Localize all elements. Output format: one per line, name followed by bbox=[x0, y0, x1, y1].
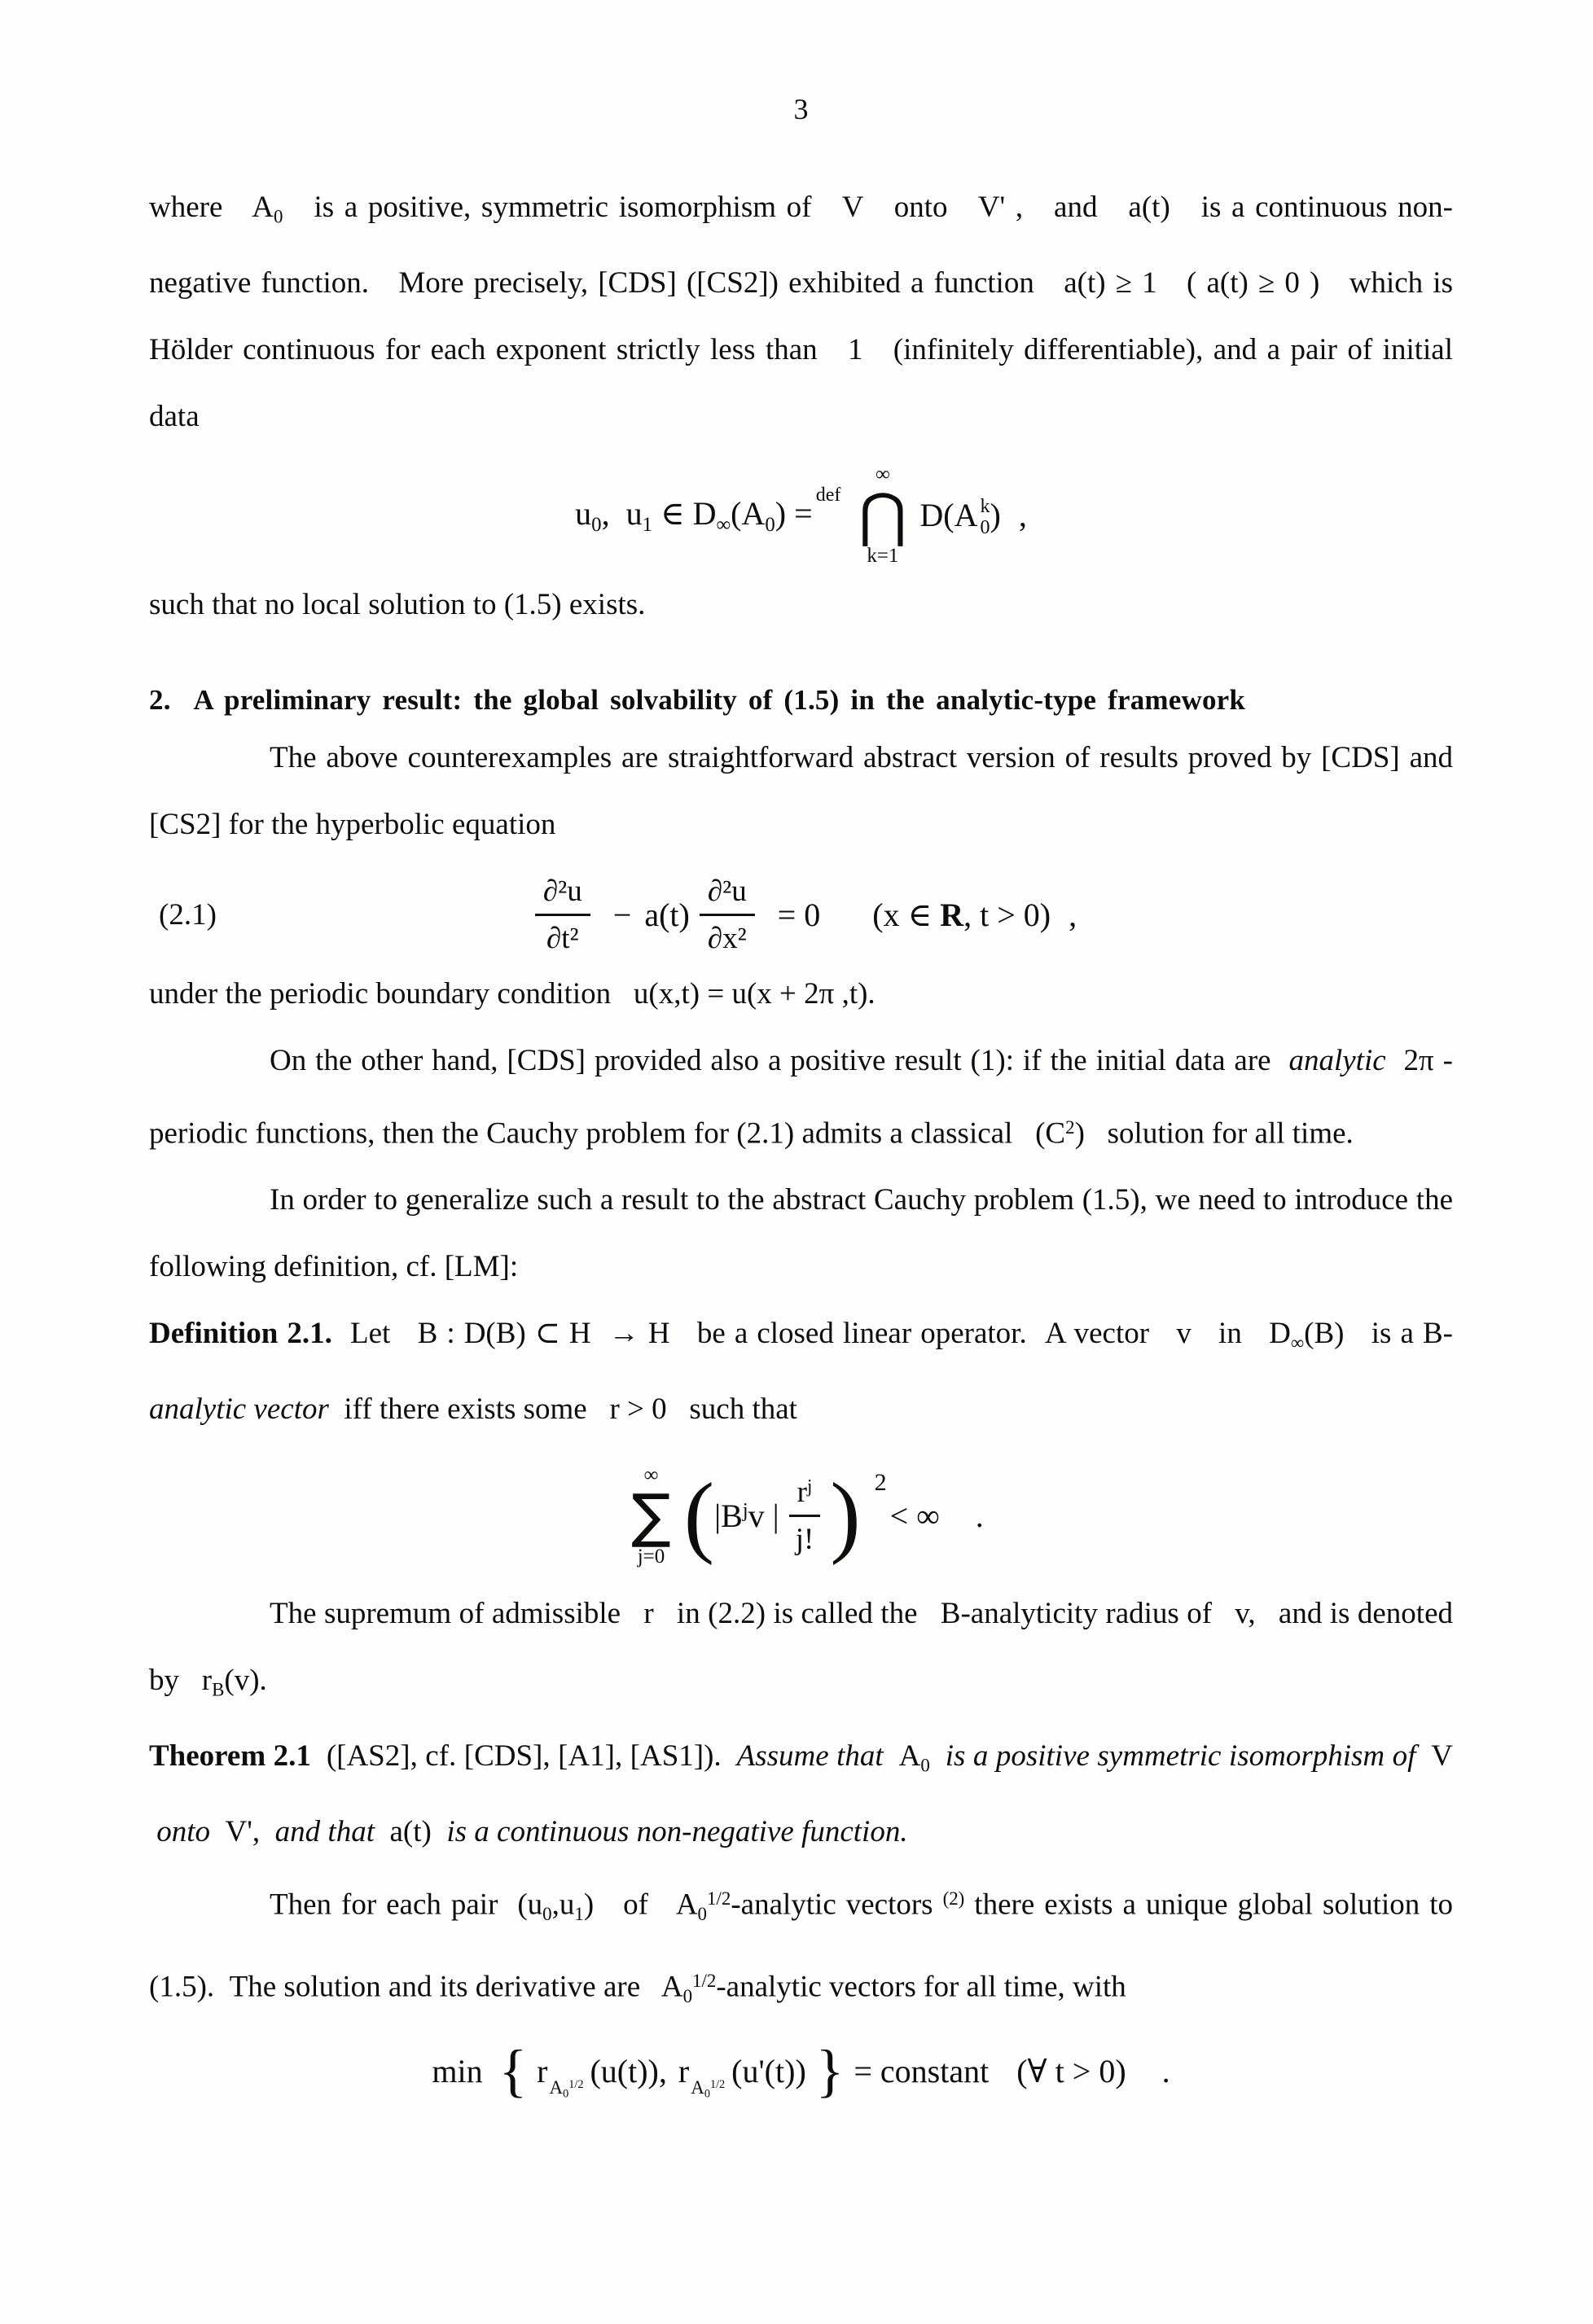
equation-domain-intersection bbox=[149, 462, 1453, 568]
stack-superscript-k: k bbox=[980, 496, 990, 518]
paragraph-generalize: In order to generalize such a result to the abstract Cauchy problem (1.5), we need to introduce the following definition, cf. [LM]: bbox=[149, 1183, 1453, 1284]
such-that-line: such that no local solution to (1.5) exists. bbox=[149, 587, 646, 621]
radius-r2: r bbox=[678, 2052, 690, 2089]
right-parenthesis: ) bbox=[830, 1464, 861, 1566]
theorem-2-1: Theorem 2.1 ([AS2], cf. [CDS], [A1], [AS1]). Assume that $A_0$ is a positive symmetric isomorphism of V onto V', and that a(t) is a continuous non-negative function. bbox=[149, 1739, 1454, 1849]
exponent-2: 2 bbox=[874, 1468, 887, 1496]
radius-r1: r bbox=[537, 2052, 548, 2089]
sup-sub-stack bbox=[981, 497, 990, 537]
fraction-rj-numerator: $r^j$ bbox=[789, 1476, 821, 1517]
equation-lhs: $u_0$, $u_1$ ∈ $D_\infty(A_0)$ = bbox=[575, 494, 813, 536]
fraction-dx-numerator: ∂²u bbox=[700, 875, 755, 916]
equation-rhs-close: ) bbox=[990, 497, 1001, 534]
equals-constant: = constant bbox=[854, 2052, 990, 2089]
paragraph-then-for-each-pair: Then for each pair $(u_0,u_1)$ of $A_0^{1/2}$-analytic vectors $^{(2)}$ there exists a unique global solution to (1.5). The solution and its derivative are $A_0^{1/2}$-analytic vectors for all time, with bbox=[149, 1888, 1453, 2007]
summation-operator bbox=[631, 1462, 671, 1568]
intersection-operator bbox=[858, 462, 906, 568]
fraction-dx-denominator: ∂x² bbox=[707, 922, 747, 956]
section-heading: 2. A preliminary result: the global solvability of (1.5) in the analytic-type framework bbox=[149, 683, 1246, 716]
page-content bbox=[149, 0, 1454, 2104]
equation-min-radius bbox=[149, 2038, 1453, 2104]
equation-comma: , bbox=[1018, 497, 1027, 534]
right-parenthesis-squared bbox=[830, 1464, 887, 1566]
paragraph-where-a0: where $A_0$ is a positive, symmetric isomorphism of V onto V' , and a(t) is a continuous non-negative function. More precisely, [CDS] ([CS2]) exhibited a function a(t) ≥ 1 ( a(t) ≥ 0 ) which is Hölder continuous for each exponent strictly less than 1 (infinitely differentiable), and a pair of initial data bbox=[149, 191, 1453, 434]
intersection-lower-limit: k=1 bbox=[867, 544, 899, 567]
fraction-dt bbox=[535, 875, 590, 956]
min-operator: min bbox=[432, 2052, 483, 2089]
equals-zero: = 0 bbox=[777, 897, 821, 934]
for-all-condition: (∀ t > 0) bbox=[1016, 2052, 1126, 2089]
radius-r1-subscript: $A_0^{1/2}$ bbox=[549, 2076, 584, 2101]
radius-r2-subscript: $A_0^{1/2}$ bbox=[691, 2076, 726, 2101]
less-than-infinity: < ∞ bbox=[889, 1497, 940, 1535]
paragraph-positive-result: On the other hand, [CDS] provided also a positive result (1): if the initial data are analytic 2π -periodic functions, then the Cauchy problem for (2.1) admits a classical $(C^2)$ solution for all time. bbox=[149, 1043, 1453, 1151]
intersection-symbol: ⋂ bbox=[858, 480, 907, 550]
summation-symbol: ∑ bbox=[631, 1481, 671, 1550]
paragraph-supremum: The supremum of admissible r in (2.2) is called the B-analyticity radius of v, and is denoted by $r_B(v)$. bbox=[149, 1596, 1453, 1700]
definition-2-1: Definition 2.1. Let B : D(B) ⊂ H → H be a closed linear operator. A vector v in $D_\infty(B)$ is a B-analytic vector iff there exists some r > 0 such that bbox=[149, 1317, 1453, 1427]
boundary-condition-line: under the periodic boundary condition u(x,t) = u(x + 2π ,t). bbox=[149, 976, 875, 1011]
coefficient-a-t: a(t) bbox=[644, 897, 690, 934]
fraction-dt-numerator: ∂²u bbox=[535, 875, 590, 916]
def-superscript: def bbox=[815, 485, 841, 506]
radius-r1-argument: (u(t)), bbox=[590, 2052, 667, 2089]
right-brace: } bbox=[815, 2038, 845, 2104]
equation-2-1 bbox=[149, 875, 1453, 956]
equation-2-2 bbox=[149, 1462, 1453, 1568]
equation-2-1-comma: , bbox=[1069, 897, 1077, 934]
fraction-rj-denominator: j! bbox=[795, 1523, 814, 1557]
minus-sign: − bbox=[612, 897, 632, 934]
summation-upper-limit: ∞ bbox=[643, 1464, 659, 1487]
stack-subscript-0: 0 bbox=[980, 516, 990, 538]
intersection-upper-limit: ∞ bbox=[875, 463, 890, 486]
left-parenthesis: ( bbox=[683, 1464, 715, 1566]
paragraph-counterexamples: The above counterexamples are straightforward abstract version of results proved by [CDS] and [CS2] for the hyperbolic equation bbox=[149, 740, 1453, 841]
fraction-dx bbox=[700, 875, 755, 956]
left-brace: { bbox=[498, 2038, 528, 2104]
equation-rhs-open: D(A bbox=[919, 497, 978, 534]
fraction-dt-denominator: ∂t² bbox=[546, 922, 579, 956]
equation-2-2-period: . bbox=[975, 1497, 984, 1535]
equation-2-1-label: (2.1) bbox=[159, 898, 217, 932]
equation-min-period: . bbox=[1161, 2052, 1170, 2089]
norm-term: $|B^jv$ | bbox=[714, 1497, 779, 1535]
summation-lower-limit: j=0 bbox=[637, 1545, 665, 1568]
radius-r2-argument: (u'(t)) bbox=[731, 2052, 806, 2089]
equation-2-1-condition: (x ∈ R, t > 0) bbox=[872, 897, 1051, 934]
page-number: 3 bbox=[793, 93, 809, 125]
fraction-rj bbox=[789, 1476, 821, 1557]
